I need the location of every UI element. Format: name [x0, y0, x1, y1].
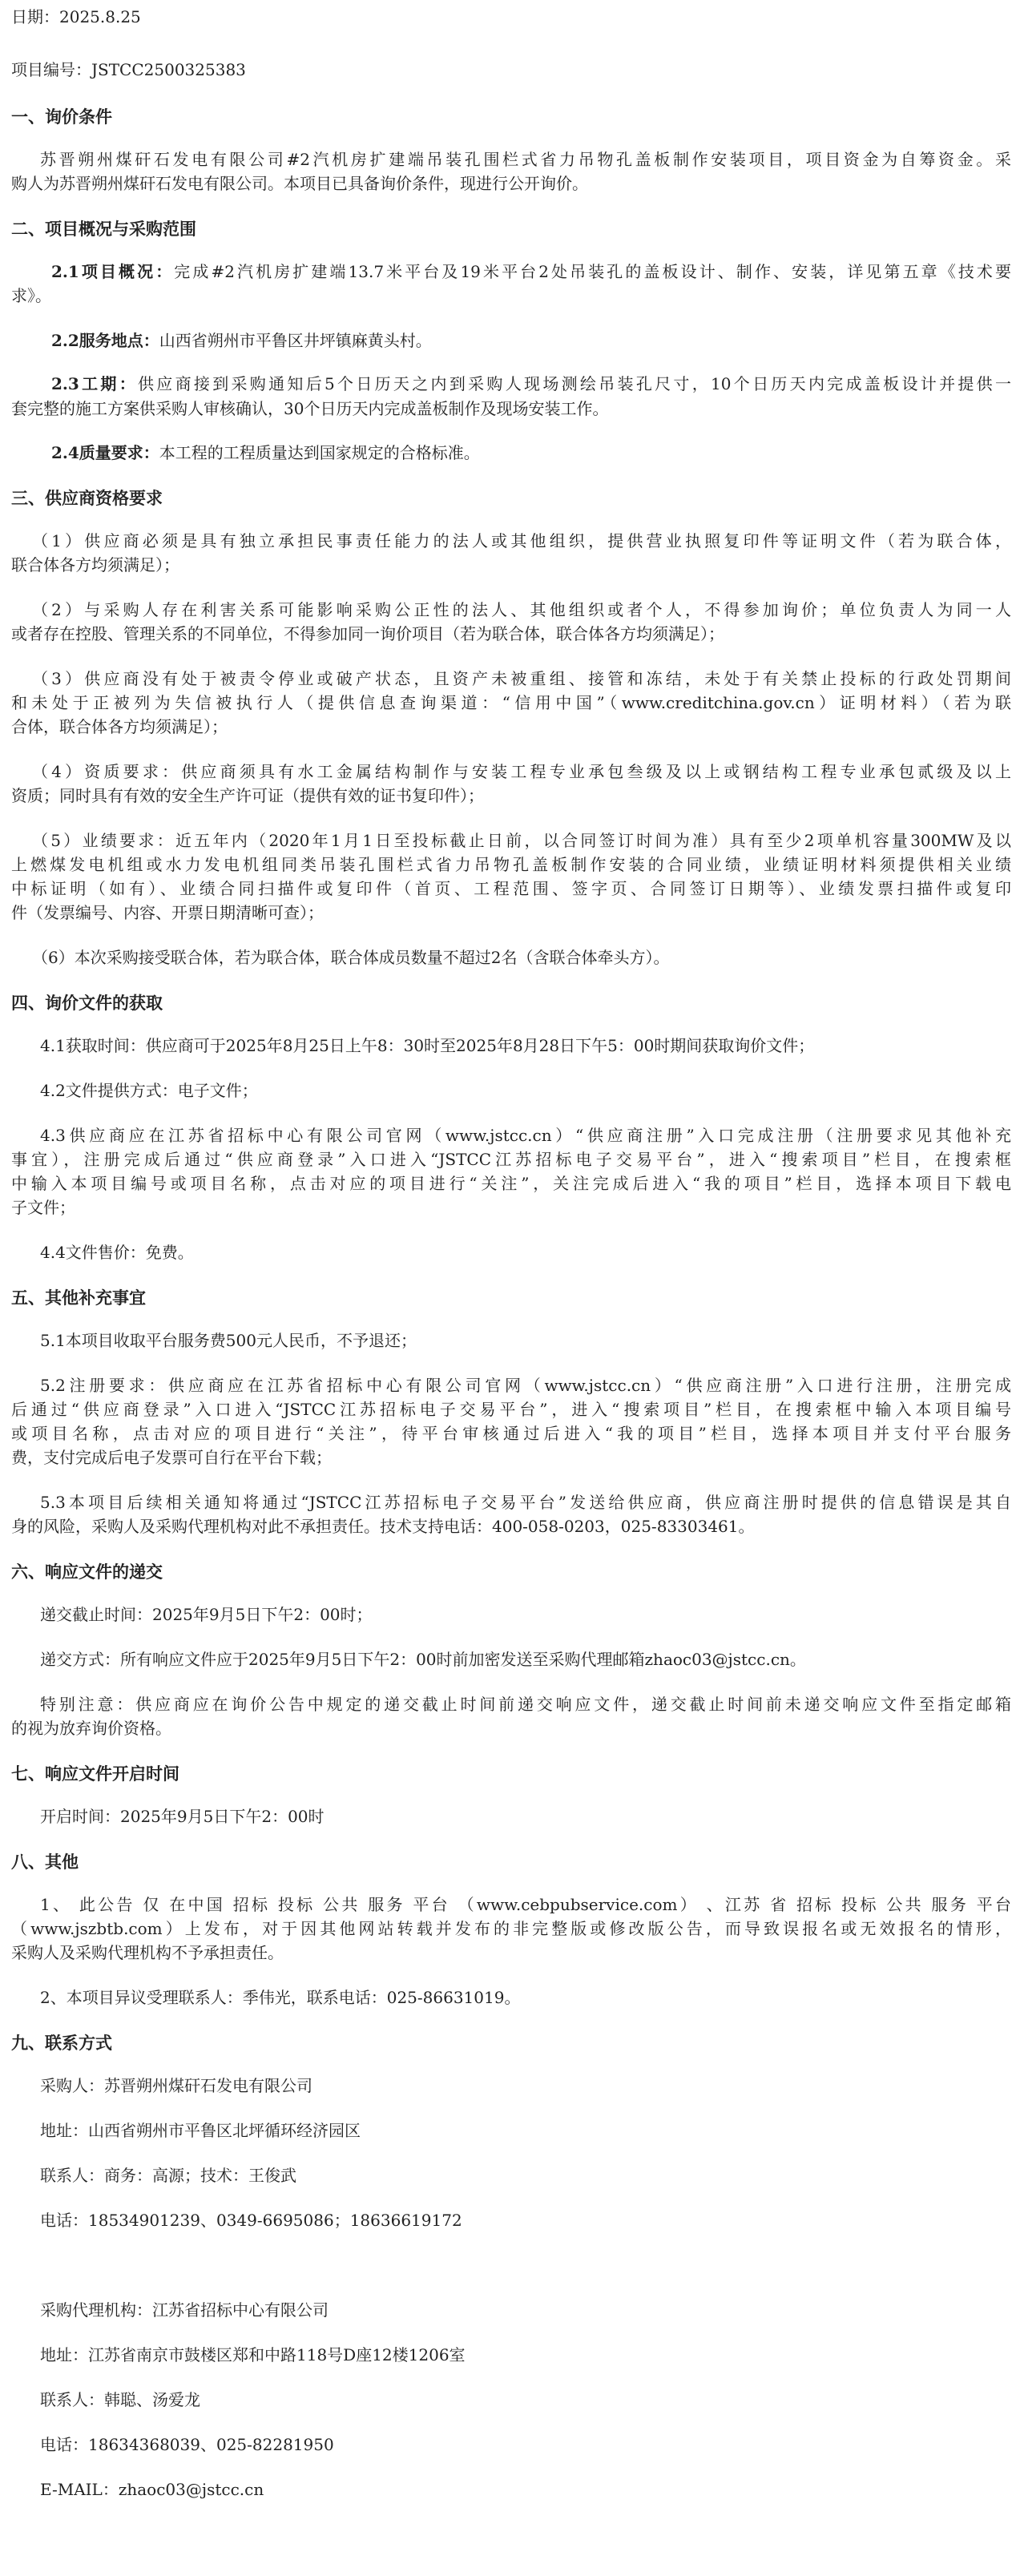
item-2-2-label: 2.2服务地点： — [51, 331, 159, 350]
item-4-3-line: 中输入本项目编号或项目名称，点击对应的项目进行“关注”，关注完成后进入“我的项目”栏目，选择本项目下载电 — [11, 1174, 1011, 1193]
special-note-line: 的视为放弃询价资格。 — [11, 1719, 171, 1738]
item-5-3-line: 5.3本项目后续相关通知将通过“JSTCC江苏招标电子交易平台”发送给供应商，供应商注册时提供的信息错误是其自 — [40, 1493, 1011, 1512]
item-2-1-text: 完成#2汽机房扩建端13.7米平台及19米平台2处吊装孔的盖板设计、制作、安装，详见第五章《技术要 — [174, 262, 1011, 281]
qualification-6-line: （6）本次采购接受联合体，若为联合体，联合体成员数量不超过2名（含联合体牵头方）。 — [32, 948, 670, 967]
section-6-heading: 六、响应文件的递交 — [11, 1562, 163, 1582]
buyer-contact: 联系人：商务：高源；技术：王俊武 — [40, 2166, 296, 2185]
buyer-address: 地址：山西省朔州市平鲁区北坪循环经济园区 — [40, 2121, 361, 2140]
item-4-3-line: 事宜），注册完成后通过“供应商登录”入口进入“JSTCC江苏招标电子交易平台”，进入“搜索项目”栏目，在搜索框 — [11, 1150, 1011, 1169]
agent-name: 采购代理机构：江苏省招标中心有限公司 — [40, 2300, 329, 2320]
other-1-line: 采购人及采购代理机构不予承担责任。 — [11, 1943, 284, 1962]
section-1-text-line: 苏晋朔州煤矸石发电有限公司#2汽机房扩建端吊装孔围栏式省力吊物孔盖板制作安装项目，项目资金为自筹资金。采 — [40, 150, 1011, 169]
item-5-3-line: 身的风险，采购人及采购代理机构对此不承担责任。技术支持电话：400-058-0203，025-83303461。 — [11, 1517, 755, 1536]
special-note-line: 特别注意：供应商应在询价公告中规定的递交截止时间前递交响应文件，递交截止时间前未递交响应文件至指定邮箱 — [40, 1695, 1011, 1714]
other-2-line: 2、本项目异议受理联系人：季伟光，联系电话：025-86631019。 — [40, 1988, 521, 2007]
qualification-5-line: 件（发票编号、内容、开票日期清晰可查）； — [11, 903, 324, 922]
item-5-2-line: 后通过“供应商登录”入口进入“JSTCC江苏招标电子交易平台”，进入“搜索项目”栏目，在搜索框中输入本项目编号 — [11, 1400, 1011, 1419]
item-2-4-label: 2.4质量要求： — [51, 443, 159, 462]
agent-address: 地址：江苏省南京市鼓楼区郑和中路118号D座12楼1206室 — [40, 2345, 466, 2364]
qualification-3-line: 和未处于正被列为失信被执行人（提供信息查询渠道：“信用中国”（www.creditchina.gov.cn）证明材料）（若为联 — [11, 693, 1011, 712]
item-2-3-line: 套完整的施工方案供采购人审核确认，30个日历天内完成盖板制作及现场安装工作。 — [11, 399, 609, 418]
item-4-3-line: 子文件； — [11, 1198, 75, 1217]
item-4-2-line: 4.2文件提供方式：电子文件； — [40, 1081, 258, 1100]
qualification-1-line: 联合体各方均须满足）； — [11, 555, 179, 574]
other-1-line: （www.jszbtb.com）上发布，对于因其他网站转载并发布的非完整版或修改版公告，而导致误报名或无效报名的情形， — [11, 1919, 1011, 1938]
item-2-1-line — [51, 261, 1011, 283]
item-4-3-line: 4.3供应商应在江苏省招标中心有限公司官网（www.jstcc.cn）“供应商注册”入口完成注册（注册要求见其他补充 — [40, 1126, 1011, 1145]
section-7-heading: 七、响应文件开启时间 — [11, 1764, 179, 1784]
agent-email: E-MAIL：zhaoc03@jstcc.cn — [40, 2480, 264, 2499]
item-4-1-line: 4.1获取时间：供应商可于2025年8月25日上午8：30时至2025年8月28日下午5：00时期间获取询价文件； — [40, 1036, 815, 1055]
item-2-1-label: 2.1项目概况： — [51, 262, 175, 281]
buyer-name: 采购人：苏晋朔州煤矸石发电有限公司 — [40, 2076, 312, 2095]
section-2-heading: 二、项目概况与采购范围 — [11, 219, 196, 239]
item-5-2-line: 费，支付完成后电子发票可自行在平台下载； — [11, 1448, 332, 1467]
item-2-4-text: 本工程的工程质量达到国家规定的合格标准。 — [159, 443, 480, 462]
agent-phone: 电话：18634368039、025-82281950 — [40, 2435, 334, 2454]
agent-contact: 联系人：韩聪、汤爱龙 — [40, 2390, 200, 2409]
section-4-heading: 四、询价文件的获取 — [11, 993, 163, 1013]
submission-method: 递交方式：所有响应文件应于2025年9月5日下午2：00时前加密发送至采购代理邮箱zhaoc03@jstcc.cn。 — [40, 1650, 806, 1669]
section-8-heading: 八、其他 — [11, 1852, 79, 1872]
item-4-4-line: 4.4文件售价：免费。 — [40, 1243, 194, 1262]
section-3-heading: 三、供应商资格要求 — [11, 488, 163, 508]
section-5-heading: 五、其他补充事宜 — [11, 1288, 146, 1308]
item-2-3-label: 2.3工期： — [51, 374, 138, 393]
item-2-2-text: 山西省朔州市平鲁区井坪镇麻黄头村。 — [159, 331, 432, 350]
section-1-heading: 一、询价条件 — [11, 107, 112, 127]
item-5-1-line: 5.1本项目收取平台服务费500元人民币，不予退还； — [40, 1331, 417, 1350]
submission-deadline: 递交截止时间：2025年9月5日下午2：00时； — [40, 1605, 373, 1624]
qualification-2-line: （2）与采购人存在利害关系可能影响采购公正性的法人、其他组织或者个人，不得参加询价；单位负责人为同一人 — [32, 600, 1011, 619]
qualification-3-line: （3）供应商没有处于被责令停业或破产状态，且资产未被重组、接管和冻结，未处于有关禁止投标的行政处罚期间 — [32, 669, 1011, 688]
qualification-1-line: （1）供应商必须是具有独立承担民事责任能力的法人或其他组织，提供营业执照复印件等证明文件（若为联合体， — [32, 531, 1011, 550]
project-number: 项目编号：JSTCC2500325383 — [11, 60, 246, 79]
item-2-3-text: 供应商接到采购通知后5个日历天之内到采购人现场测绘吊装孔尺寸，10个日历天内完成盖板设计并提供一 — [138, 374, 1011, 393]
qualification-2-line: 或者存在控股、管理关系的不同单位，不得参加同一询价项目（若为联合体，联合体各方均须满足）； — [11, 624, 724, 643]
qualification-5-line: 中标证明（如有）、业绩合同扫描件或复印件（首页、工程范围、签字页、合同签订日期等）、业绩发票扫描件或复印 — [11, 879, 1011, 898]
item-5-2-line: 5.2注册要求：供应商应在江苏省招标中心有限公司官网（www.jstcc.cn）“供应商注册”入口进行注册，注册完成 — [40, 1376, 1011, 1395]
buyer-phone: 电话：18534901239、0349-6695086；18636619172 — [40, 2211, 462, 2230]
section-9-heading: 九、联系方式 — [11, 2033, 112, 2053]
section-1-text-line: 购人为苏晋朔州煤矸石发电有限公司。本项目已具备询价条件，现进行公开询价。 — [11, 174, 588, 193]
item-5-2-line: 或项目名称，点击对应的项目进行“关注”，待平台审核通过后进入“我的项目”栏目，选择本项目并支付平台服务 — [11, 1424, 1011, 1443]
other-1-line: 1、 此公告 仅 在中国 招标 投标 公共 服务 平台 （www.cebpubservice.com） 、江苏 省 招标 投标 公共 服务 平台 — [40, 1895, 1011, 1914]
item-2-2-line — [51, 330, 1011, 352]
qualification-3-line: 合体，联合体各方均须满足）； — [11, 717, 228, 736]
item-2-4-line — [51, 442, 1011, 464]
qualification-5-line: 上燃煤发电机组或水力发电机组同类吊装孔围栏式省力吊物孔盖板制作安装的合同业绩，业绩证明材料须提供相关业绩 — [11, 855, 1011, 874]
item-2-1-line: 求》。 — [11, 286, 51, 305]
notice-date: 日期：2025.8.25 — [11, 7, 141, 26]
opening-time: 开启时间：2025年9月5日下午2：00时 — [40, 1807, 325, 1826]
qualification-4-line: （4）资质要求：供应商须具有水工金属结构制作与安装工程专业承包叁级及以上或钢结构工程专业承包贰级及以上 — [32, 762, 1011, 781]
qualification-5-line: （5）业绩要求：近五年内（2020年1月1日至投标截止日前，以合同签订时间为准）具有至少2项单机容量300MW及以 — [32, 831, 1011, 850]
qualification-4-line: 资质；同时具有有效的安全生产许可证（提供有效的证书复印件）； — [11, 786, 484, 805]
item-2-3-line — [51, 373, 1011, 395]
